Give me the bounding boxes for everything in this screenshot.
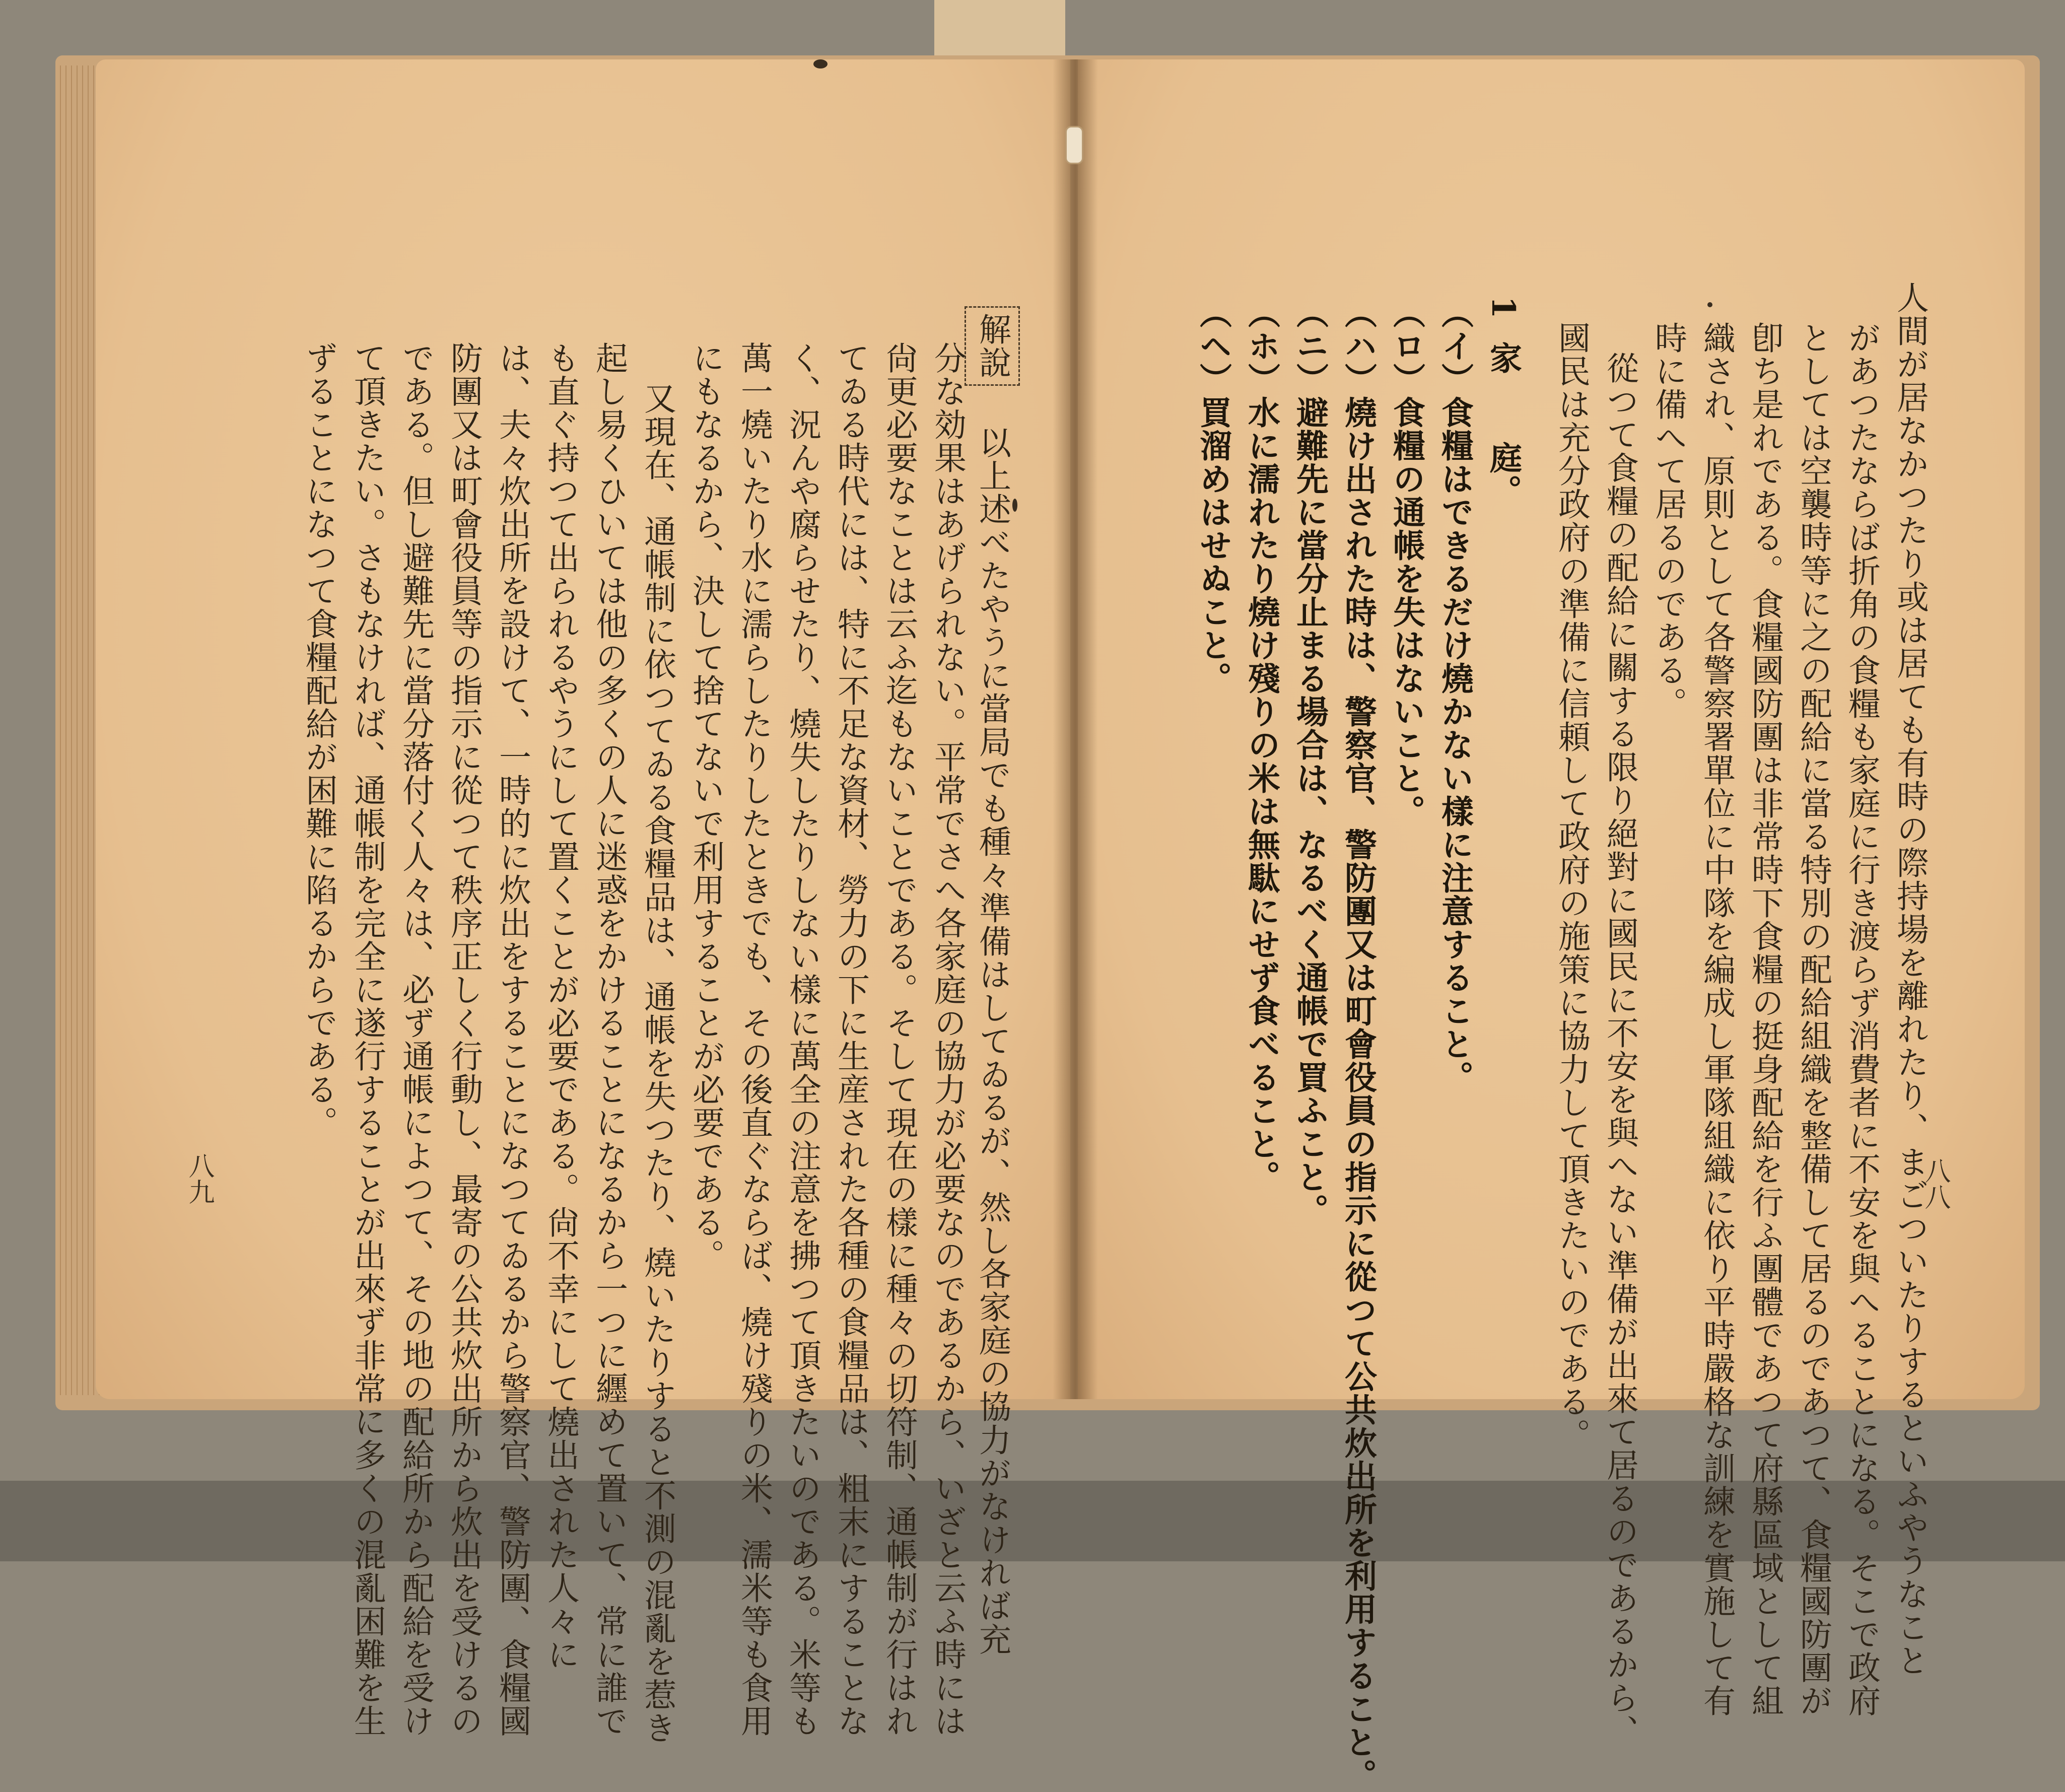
item-marker: （イ） bbox=[1436, 296, 1474, 396]
list-item bbox=[1237, 296, 1285, 1194]
page-number-left: 八九 bbox=[184, 1152, 214, 1205]
item-marker: （ヘ） bbox=[1194, 296, 1232, 396]
commentary-line: く、況んや腐らせたり、燒失したりしない樣に萬全の注意を拂つて頂きたいのである。米等も bbox=[784, 341, 821, 1738]
section-number: 1 bbox=[1484, 296, 1522, 320]
page-number-right: 八八 bbox=[1920, 1157, 1950, 1210]
body-line: 國民は充分政府の準備に信頼して政府の施策に協力して頂きたいのである。 bbox=[1553, 321, 1590, 1452]
item-text: 水に濡れたり燒け殘りの米は無駄にせず食べること。 bbox=[1243, 396, 1280, 1194]
book-gutter bbox=[1053, 59, 1098, 1399]
item-marker: （ハ） bbox=[1339, 296, 1377, 396]
commentary-line: 又現在、通帳制に依つてゐる食糧品は、通帳を失つたり、燒いたりすると不測の混亂を惹き bbox=[639, 382, 676, 1745]
left-page bbox=[96, 59, 1070, 1745]
body-line: があつたならば折角の食糧も家庭に行き渡らず消費者に不安を與へることになる。そこで政府 bbox=[1843, 321, 1880, 1717]
item-text: 避難先に當分止まる場合は、なるべく通帳で買ふこと。 bbox=[1291, 396, 1329, 1227]
ink-speck bbox=[1012, 499, 1017, 512]
ink-speck bbox=[813, 59, 828, 68]
body-line: 從つて食糧の配給に關する限り絕對に國民に不安を與へない準備が出來て居るのであるから、 bbox=[1601, 352, 1638, 1748]
list-item bbox=[1334, 296, 1382, 1792]
commentary-line: て頂きたい。さもなければ、通帳制を完全に遂行することが出來ず非常に多くの混亂困難を生 bbox=[349, 341, 386, 1738]
commentary-line: 防團又は町會役員等の指示に從つて秩序正しく行動し、最寄の公共炊出所から炊出を受けるの bbox=[445, 341, 483, 1738]
commentary-line: 萬一燒いたり水に濡らしたりしたときでも、その後直ぐならば、燒け殘りの米、濡米等も食用 bbox=[735, 341, 773, 1738]
commentary-line: 分な効果はあげられない。平常でさへ各家庭の協力が必要なのであるから、いざと云ふ時には bbox=[929, 341, 966, 1738]
commentary-line: 尙更必要なことは云ふ迄もないことである。そして現在の樣に種々の切符制、通帳制が行はれ bbox=[880, 341, 918, 1738]
item-text: 燒け出された時は、警察官、警防團又は町會役員の指示に從つて公共炊出所を利用すること。 bbox=[1339, 396, 1377, 1792]
commentary-first-text: 以上述べたやうに當局でも種々準備はしてゐるが、然し各家庭の協力がなければ充 bbox=[974, 426, 1011, 1656]
item-text: 買溜めはせぬこと。 bbox=[1194, 396, 1232, 695]
list-item bbox=[1430, 296, 1479, 1094]
body-line: 人間が居なかつたり或は居ても有時の際持場を離れたり、まごついたりするといふやうなこと bbox=[1891, 281, 1929, 1677]
right-page bbox=[1078, 59, 2025, 1792]
commentary-line: ずることになつて食糧配給が困難に陷るからである。 bbox=[300, 341, 337, 1139]
body-line: 時に備へて居るのである。 bbox=[1649, 321, 1687, 720]
body-line: としては空襲時等に之の配給に當る特別の配給組織を整備して居るのであつて、食糧國防團が bbox=[1795, 321, 1832, 1717]
list-item bbox=[1382, 296, 1430, 828]
body-line: 卽ち是れである。食糧國防團は非常時下食糧の挺身配給を行ふ團體であつて府縣區域として組 bbox=[1746, 321, 1783, 1717]
item-marker: （ニ） bbox=[1291, 296, 1329, 396]
commentary-first-line bbox=[965, 306, 1020, 1656]
section-title: 家 庭。 bbox=[1484, 341, 1522, 508]
item-text: 食糧の通帳を失はないこと。 bbox=[1388, 396, 1425, 828]
item-text: 食糧はできるだけ燒かない樣に注意すること。 bbox=[1436, 396, 1474, 1094]
commentary-line: 起し易くひいては他の多くの人に迷惑をかけることになるから一つに纒めて置いて、常に誰で bbox=[590, 341, 628, 1738]
item-marker: （ロ） bbox=[1388, 296, 1425, 396]
body-line: 織され、原則として各警察署單位に中隊を編成し軍隊組織に依り平時嚴格な訓練を實施して有 bbox=[1698, 321, 1735, 1717]
list-item bbox=[1189, 296, 1237, 695]
ink-speck bbox=[1707, 302, 1712, 307]
commentary-line: である。但し避難先に當分落付く人々は、必ず通帳によつて、その地の配給所から配給を受け bbox=[397, 341, 434, 1738]
commentary-label: 解說 bbox=[965, 306, 1020, 386]
list-item bbox=[1285, 296, 1334, 1227]
commentary-line: てゐる時代には、特に不足な資材、勞力の下に生産された各種の食糧品は、粗末にすることな bbox=[832, 341, 869, 1738]
binding-thread bbox=[1065, 126, 1083, 164]
item-marker: （ホ） bbox=[1243, 296, 1280, 396]
commentary-line: は、夫々炊出所を設けて、一時的に炊出をすることになつてゐるから警察官、警防團、食糧國 bbox=[494, 341, 531, 1738]
commentary-line: にもなるから、決して捨てないで利用することが必要である。 bbox=[687, 341, 724, 1272]
commentary-line: も直ぐ持つて出られるやうにして置くことが必要である。尙不幸にして燒出された人々に bbox=[542, 341, 579, 1671]
